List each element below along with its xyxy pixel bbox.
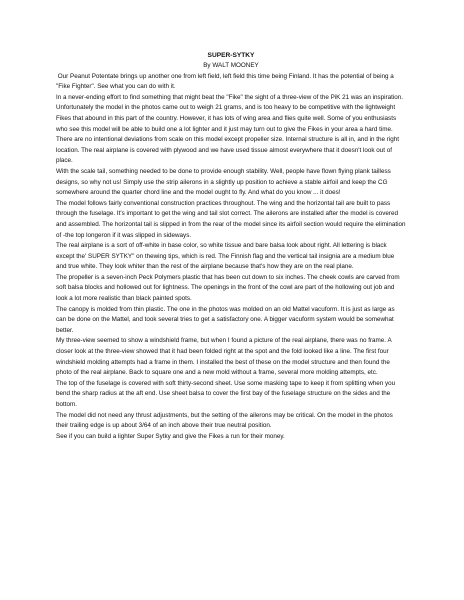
paragraph-intro: Our Peanut Potentate brings up another one from left field, left field this time being Finland. It has the potential of being a "Fike Fighter". See what you can do with it.: [56, 72, 396, 91]
paragraph-ailerons: The model did not need any thrust adjustments, but the setting of the ailerons may be critical. On the model in the photos their trailing edge is up about 3/64 of an inch above their true neutral position.: [56, 411, 393, 430]
paragraph-inspiration: In a never-ending effort to find something that might beat the "Fike" the sight of a three-view of the PiK 21 was an inspiration. Unfortunately the model in the photos came out to weigh 21 grams, and is too heavy to be competitive with the lightweight Fikes that abound in this part of the country. However, it has lots of wing area and flies quite well. Some of you enthusiasts who see this model will be able to build one a lot lighter and it just may turn out to give the Fikes in your area a hard time.: [56, 93, 404, 133]
article-title: SUPER-SYTKY: [207, 52, 255, 59]
paragraph-colors: The real airplane is a sort of off-white in base color, so white tissue and bare balsa look about right. All lettering is black except the' SUPER SYTKY" on thewing tips, which is red. The Finnish flag and the vertical tail insignia are a medium blue and true white. They look whiter than the rest of the airplane because that's how they are on the real plane.: [56, 242, 395, 271]
paragraph-closing: See if you can build a lighter Super Sytky and give the Fikes a run for their money.: [56, 432, 285, 440]
paragraph-construction: The model follows fairly conventional construction practices throughout. The wing and the horizontal tail are built to pass through the fuselage. It's important to get the wing and tail slot correct. The ailerons are installed after the model is covered and assembled. The horizontal tail is slipped in from the rear of the model since its airfoil section would require the elimination of -the top longeron if it was slipped in sideways.: [56, 199, 406, 239]
paragraph-stability: With the scale tail, something needed to be done to provide enough stability. Well, people have flown flying plank tailless designs, so why not us! Simply use the strip ailerons in a slightly up position to achieve a stable airfoil and keep the CG somewhere around the quarter chord line and the model ought to fly. And what do you know ... it does!: [56, 167, 391, 197]
article-body: [56, 50, 406, 442]
paragraph-propeller: The propeller is a seven-inch Peck Polymers plastic that has been cut down to six inches. The cheek cowls are carved from soft balsa blocks and hollowed out for lightness. The openings in the front of the cowl are part of the hollowing out job and look a lot more realistic than black painted spots.: [56, 273, 400, 303]
article-byline: By WALT MOONEY: [203, 62, 259, 69]
paragraph-canopy: The canopy is molded from thin plastic. The one in the photos was molded on an old Mattel vacuform. It is just as large as can be done on the Mattel, and took several tries to get a satisfactory one. A bigger vacuform system would be somewhat better.: [56, 305, 395, 334]
paragraph-scale-deviations: There are no intentional deviations from scale on this model except propeller size. Internal structure is all in, and in the right location. The real airplane is covered with plywood and we have used tissue almost everywhere that it doesn't look out of place.: [56, 136, 400, 165]
paragraph-fuselage-top: The top of the fuselage is covered with soft thirty-second sheet. Use some masking tape to keep it from splitting when you bend the sharp radius at the aft end. Use sheet balsa to cover the first bay of the fuselage structure on the sides and the bottom.: [56, 379, 396, 408]
paragraph-windshield: My three-view seemed to show a windshield frame, but when I found a picture of the real airplane, there was no frame. A closer look at the three-view showed that it had been folded right at the spot and the fold looked like a line. The first four windshield molding attempts had a frame in them. I installed the best of these on the model structure and then found the photo of the real airplane. Back to square one and a new mold without a frame, several more molding attempts, etc.: [56, 337, 392, 377]
